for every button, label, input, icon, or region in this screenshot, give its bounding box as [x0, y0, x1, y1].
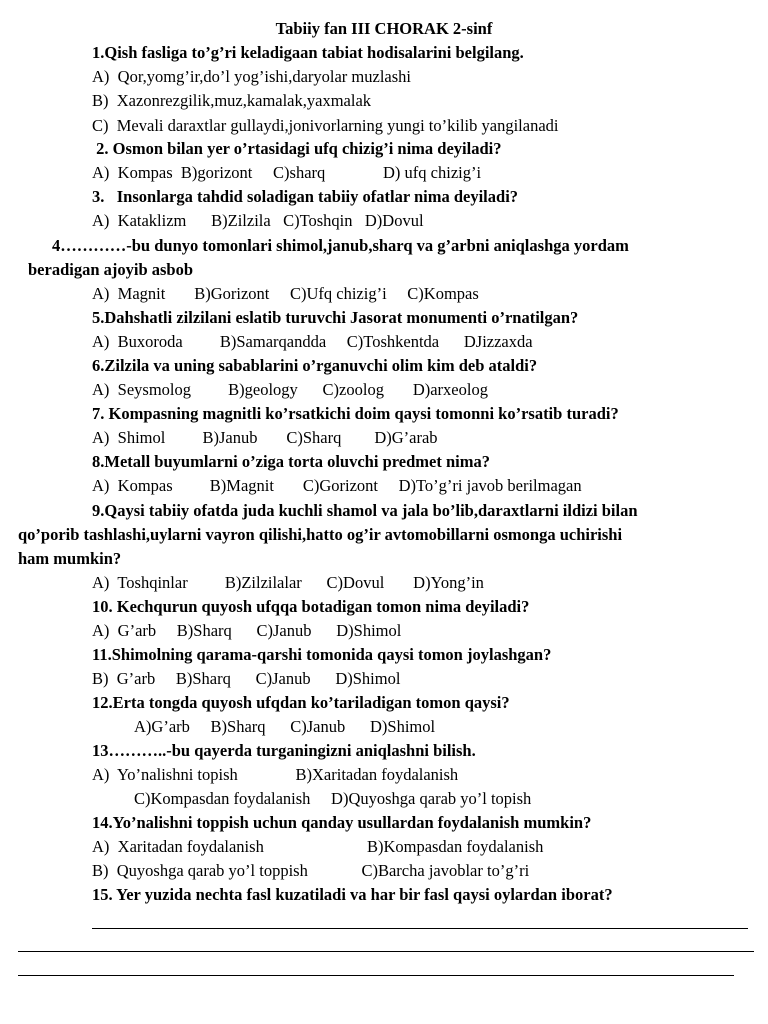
q1-option-a: A) Qor,yomg’ir,do’l yog’ishi,daryolar muzlashi [92, 67, 411, 86]
question-13: 13………..-bu qayerda turganingizni aniqlashni bilish. [92, 741, 476, 760]
question-3: 3. Insonlarga tahdid soladigan tabiiy ofatlar nima deyiladi? [92, 187, 519, 206]
q5-options: A) Buxoroda B)Samarqandda C)Toshkentda DJizzaxda [92, 332, 533, 351]
q13-options-row-1: A) Yo’nalishni topish B)Xaritadan foydalanish [92, 765, 459, 784]
q13-options-row-2: C)Kompasdan foydalanish D)Quyoshga qarab yo’l topish [134, 789, 532, 808]
answer-line-1[interactable] [92, 928, 748, 929]
question-1: 1.Qish fasliga to’g’ri keladigaan tabiat hodisalarini belgilang. [92, 43, 524, 62]
q6-options: A) Seysmolog B)geology C)zoolog D)arxeolog [92, 380, 488, 399]
q1-option-b: B) Xazonrezgilik,muz,kamalak,yaxmalak [92, 91, 372, 110]
q4-options: A) Magnit B)Gorizont C)Ufq chizig’i C)Kompas [92, 284, 479, 303]
answer-line-2[interactable] [18, 951, 754, 952]
question-8: 8.Metall buyumlarni o’ziga torta oluvchi predmet nima? [92, 452, 490, 471]
question-11: 11.Shimolning qarama-qarshi tomonida qaysi tomon joylashgan? [92, 645, 552, 664]
question-12: 12.Erta tongda quyosh ufqdan ko’tariladigan tomon qaysi? [92, 693, 510, 712]
question-9-line-1: 9.Qaysi tabiiy ofatda juda kuchli shamol va jala bo’lib,daraxtlarni ildizi bilan [92, 501, 638, 520]
question-15: 15. Yer yuzida nechta fasl kuzatiladi va har bir fasl qaysi oylardan iborat? [92, 885, 613, 904]
question-14: 14.Yo’nalishni toppish uchun qanday usullardan foydalanish mumkin? [92, 813, 592, 832]
q2-options: A) Kompas B)gorizont C)sharq D) ufq chizig’i [92, 163, 482, 182]
q12-options: A)G’arb B)Sharq C)Janub D)Shimol [134, 717, 436, 736]
q11-options: B) G’arb B)Sharq C)Janub D)Shimol [92, 669, 401, 688]
question-5: 5.Dahshatli zilzilani eslatib turuvchi Jasorat monumenti o’rnatilgan? [92, 308, 579, 327]
answer-line-3[interactable] [18, 975, 734, 976]
question-9-line-3: ham mumkin? [18, 549, 122, 568]
question-6: 6.Zilzila va uning sabablarini o’rganuvchi olim kim deb ataldi? [92, 356, 538, 375]
question-2: 2. Osmon bilan yer o’rtasidagi ufq chizig’i nima deyiladi? [92, 139, 502, 158]
q7-options: A) Shimol B)Janub C)Sharq D)G’arab [92, 428, 438, 447]
q1-option-c: C) Mevali daraxtlar gullaydi,jonivorlarning yungi to’kilib yangilanadi [92, 116, 559, 135]
q8-options: A) Kompas B)Magnit C)Gorizont D)To’g’ri javob berilmagan [92, 476, 582, 495]
q14-options-row-2: B) Quyoshga qarab yo’l toppish C)Barcha javoblar to’g’ri [92, 861, 530, 880]
question-4-line-2: beradigan ajoyib asbob [28, 260, 194, 279]
q9-options: A) Toshqinlar B)Zilzilalar C)Dovul D)Yong’in [92, 573, 484, 592]
q10-options: A) G’arb B)Sharq C)Janub D)Shimol [92, 621, 402, 640]
question-10: 10. Kechqurun quyosh ufqqa botadigan tomon nima deyiladi? [92, 597, 530, 616]
question-7: 7. Kompasning magnitli ko’rsatkichi doim qaysi tomonni ko’rsatib turadi? [92, 404, 619, 423]
q3-options: A) Kataklizm B)Zilzila C)Toshqin D)Dovul [92, 211, 424, 230]
question-9-line-2: qo’porib tashlashi,uylarni vayron qilishi,hatto og’ir avtomobillarni osmonga uchirishi [18, 525, 623, 544]
question-4-line-1: 4…………-bu dunyo tomonlari shimol,janub,sharq va g’arbni aniqlashga yordam [52, 236, 629, 255]
page-title: Tabiiy fan III CHORAK 2-sinf [275, 19, 493, 38]
q14-options-row-1: A) Xaritadan foydalanish B)Kompasdan foydalanish [92, 837, 544, 856]
